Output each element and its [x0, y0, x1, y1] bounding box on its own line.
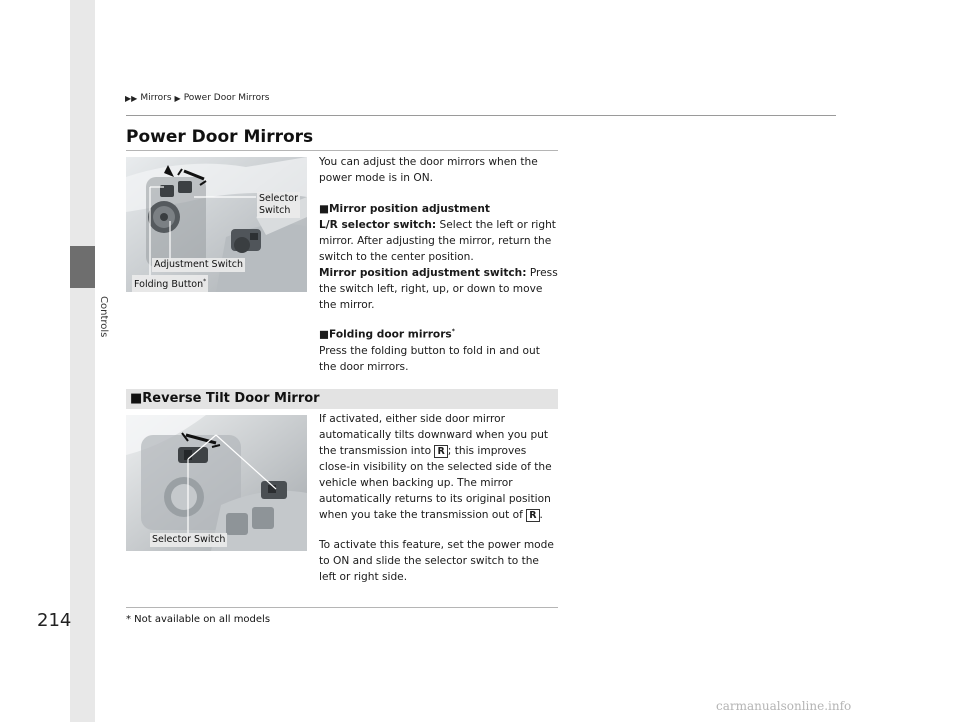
title-rule	[126, 150, 558, 151]
intro-text: You can adjust the door mirrors when the power mode is in ON.	[319, 156, 538, 184]
page-number: 214	[37, 610, 72, 631]
triangle-right-icon: ▶	[174, 93, 181, 103]
breadcrumb	[125, 93, 269, 103]
gear-r-badge: R	[434, 445, 447, 458]
callout-selector-switch: Selector Switch	[259, 193, 299, 216]
mirror-position-heading: Mirror position adjustment	[329, 203, 490, 215]
mirror-controls-figure	[126, 157, 307, 292]
reverse-tilt-text: If activated, either side door mirror automatically tilts downward when you put the transmission into R ; this improves close-in visibility on the selected side of the vehicle when backing up. The mirror automatically returns to its original position when you take the transmission out of R . To activate this feature, set the power mode to ON and slide the selector switch to the left or right side.	[319, 413, 554, 583]
bullet-icon: ■	[130, 391, 143, 406]
side-tab-marker	[70, 246, 95, 288]
gear-r-badge: R	[526, 509, 539, 522]
reverse-tilt-figure	[126, 415, 307, 551]
callout-folding-button: Folding Button*	[132, 275, 208, 292]
bullet-icon: ■	[319, 203, 330, 215]
breadcrumb-item-mirrors[interactable]: Mirrors	[140, 93, 172, 103]
reverse-tilt-illustration	[126, 415, 307, 551]
folding-heading: Folding door mirrors	[329, 328, 452, 341]
folding-section: ■Folding door mirrors* Press the folding button to fold in and out the door mirrors.	[319, 328, 540, 373]
footnote: * Not available on all models	[126, 614, 271, 625]
breadcrumb-item-power-door-mirrors[interactable]: Power Door Mirrors	[183, 93, 270, 103]
side-tab	[70, 0, 95, 722]
bullet-icon: ■	[319, 328, 330, 341]
footnote-rule	[126, 607, 558, 608]
callout-selector-switch: Selector Switch	[152, 534, 226, 545]
reverse-tilt-heading: ■Reverse Tilt Door Mirror	[130, 391, 320, 406]
section-side-label: Controls	[98, 296, 109, 338]
callout-adjustment-switch: Adjustment Switch	[154, 259, 243, 270]
page-title: Power Door Mirrors	[126, 127, 314, 147]
triangle-right-icon: ▶▶	[125, 93, 138, 103]
watermark: carmanualsonline.info	[716, 699, 852, 713]
header-rule	[126, 115, 836, 116]
mirror-position-section: ■Mirror position adjustment L/R selector switch: Select the left or right mirror. After adjusting the mirror, return the switch to the center position. Mirror position adjustment switch: Press the switch left, right, up, or down to move the mirror.	[319, 203, 558, 311]
